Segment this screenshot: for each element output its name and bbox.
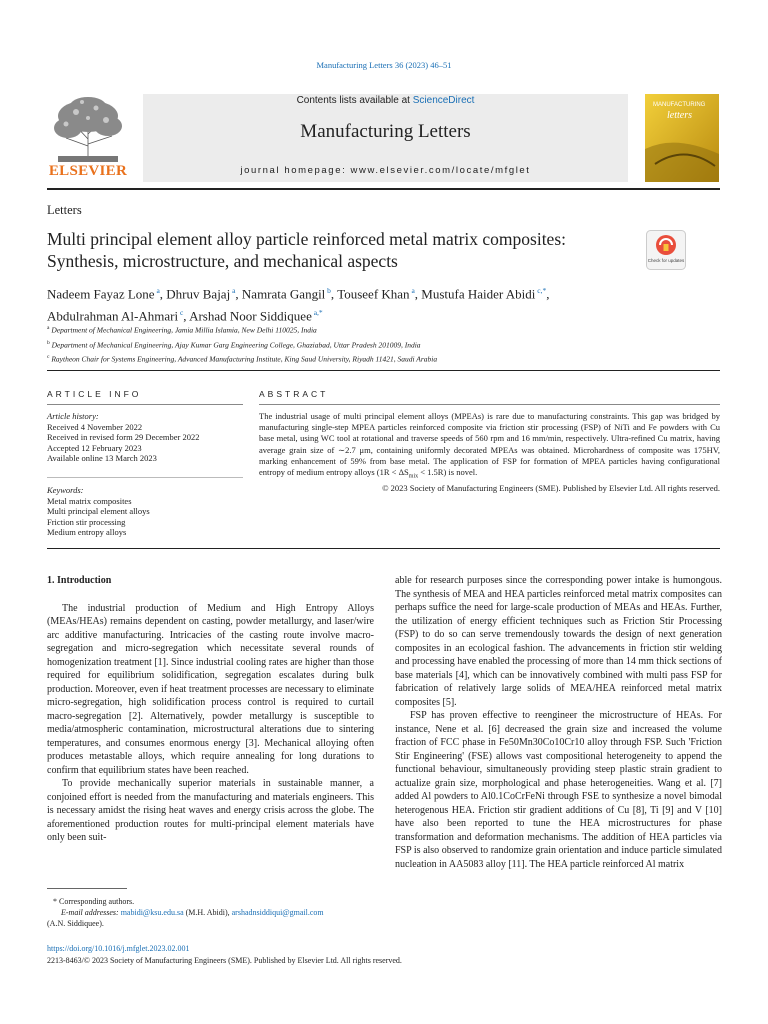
author-affiliation-mark[interactable]: c [178,308,184,318]
author-separator: , [159,286,167,302]
author-list [47,281,687,326]
journal-title: Manufacturing Letters [300,121,471,142]
corresponding-label: * Corresponding authors. [53,897,135,906]
body-column-left [47,574,374,845]
sciencedirect-link[interactable]: ScienceDirect [412,95,475,106]
author-separator: , [235,286,242,302]
author-separator: , [183,308,190,324]
corresponding-footnote [47,896,374,929]
introduction-heading: 1. Introduction [47,575,112,586]
author-name[interactable]: Namrata Gangil [241,286,326,302]
check-for-updates-badge[interactable] [646,230,686,270]
history-entry: Available online 13 March 2023 [47,453,157,463]
keywords-label: Keywords: [47,485,84,495]
abstract-copyright: © 2023 Society of Manufacturing Engineers (SME). Published by Elsevier Ltd. All rights reserved. [382,482,720,493]
abstract-body [259,411,720,494]
author-affiliation-mark[interactable]: a [409,286,415,295]
abstract-heading: ABSTRACT [259,389,329,399]
author-name[interactable]: Dhruv Bajaj [166,286,231,302]
abstract-text: The industrial usage of multi principal element alloys (MPEAs) is rare due to manufacturing constraints. This gap was bridged by manufacturing single-step MPEA particles reinforced composite via friction stir processing (FSP) of NiTi and Fe powders with Cu base metal, using WC tool at rotational and traverse speeds of 560 rpm and 16 mm/min, respectively. Ultra-refined Cu matrix, having average grain size of ∼2.7 μm, containing uniformly decorated MPEAs was obtained. Microhardness of composite was 175HV, marking enhancement of 59% from base metal. The application of FSP for formation of MPEA particles having configurational entropy of medium entropy alloys $(1R < \Delta S_{mix} < 1.5R)$ is novel. [259,411,720,480]
author-separator: , [330,286,338,302]
contents-prefix: Contents lists available at [296,95,413,106]
author-affiliation-mark[interactable]: a [230,286,236,295]
author-name[interactable]: Arshad Noor Siddiquee [189,308,312,324]
abstract-bottom-rule [47,548,720,549]
intro-paragraph-3: able for research purposes since the corresponding power intake is humongous. The synthesis of MEA and HEA particles reinforced metal matrix composites can perhaps suffice the need for large-scale production of MEAs and HEAs. Further, the utilization of energy efficient techniques such as Friction Stir Processing (FSP) to do so can serve tremendously towards the design of next generation composites in an ecological fashion. The advancements in friction stir welding and processing have enabled the processing of more than 14 mm thick sections of base materials [4], which can be innovatively combined with multi pass FSP for fabrication of relatively large solids of MEA/HEA reinforced metal matrix composites [5]. [395,575,722,708]
intro-paragraph-1: The industrial production of Medium and High Entropy Alloys (MEAs/HEAs) remains dependent on casting, powder metallurgy, and laser/wire arc additive manufacturing. Intricacies of the casting route involve macro-segregation and micro-segregation which necessitate several rounds of homogenization treatment [1]. Since industrial cooling rates are higher than those required for equilibrium solidification, segregation escalates during bulk production. Moreover, even if heat treatment processes are necessary to eliminate micro-segregation, high solidification process control is required to curtail macro-segregation [2]. Alternatively, powder metallurgy is susceptible to media/atmospheric contamination, microstructural alterations due to sintering temperatures, and consumes enormous energy [3]. Mechanical alloying often produces metastable alloys, which require annealing for long durations to confirm that equilibrium states have been reached. [47,602,374,776]
author-separator: , [414,286,422,302]
author-name[interactable]: Nadeem Fayaz Lone [47,286,155,302]
history-entry: Received 4 November 2022 [47,421,143,432]
author-name[interactable]: Mustufa Haider Abidi [421,286,536,302]
header-rule [47,188,720,190]
affiliation-line: $^a$ Department of Mechanical Engineering, Jamia Millia Islamia, New Delhi 110025, India [47,325,317,335]
keywords-block [47,485,243,538]
author-affiliation-mark[interactable]: a,* [311,308,323,318]
email-name-siddiquee: (A.N. Siddiquee). [47,919,104,928]
cover-title: MANUFACTURING [653,102,706,108]
contents-line [143,95,628,106]
cover-subtitle: letters [667,110,692,121]
email-label: E-mail addresses: [61,908,121,917]
keyword-item: Metal matrix composites [47,495,132,506]
article-info-rule [47,404,243,405]
issn-copyright: 2213-8463/© 2023 Society of Manufacturing Engineers (SME). Published by Elsevier Ltd. All rights reserved. [47,956,402,965]
journal-cover-image[interactable] [645,94,719,182]
keyword-item: Multi principal element alloys [47,506,150,516]
title-rule [47,370,720,371]
footnote-rule [47,888,127,889]
author-name[interactable]: Touseef Khan [337,286,410,302]
email-name-abidi: (M.H. Abidi), [183,908,232,917]
updates-badge-label: Check for updates [647,258,685,263]
journal-citation[interactable]: Manufacturing Letters 36 (2023) 46–51 [316,60,452,70]
history-entry: Received in revised form 29 December 2022 [47,432,200,442]
doi-link[interactable]: https://doi.org/10.1016/j.mfglet.2023.02.001 [47,944,190,953]
author-affiliation-mark[interactable]: c,* [535,286,547,295]
keyword-item: Medium entropy alloys [47,527,127,537]
email-link-siddiquee[interactable]: arshadnsiddiqui@gmail.com [231,908,324,917]
intro-paragraph-4: FSP has proven effective to reengineer the microstructure of HEAs. For instance, Nene et al. [6] decreased the grain size and increased the volume fraction of FCC phase in Fe50Mn30Co10Cr10 alloy through FSP. Such 'Friction Stir Engineering' (FSE) allows vast compositional heterogeneity to append the functional behaviour, simultaneously providing steep plastic strain gradient to actualize grain size, morphological and phase heterogeneities. Wang et al. [7] added Al powders to Al0.1CoCrFeNi through FSE to synthesize a novel bimodal heterogenous HEA. Friction stir gradient additions of Cu [8], Ti [9] and V [10] have also been reported to tune the HEA microstructures for phase transformation and deformation mechanisms. The addition of HEA particles via FSP is also observed to randomize grain orientation and induce particle simulated nucleation in AA5083 alloy [11]. The HEA particle reinforced Al matrix [395,710,722,870]
article-info-heading: ARTICLE INFO [47,389,142,399]
author-name[interactable]: Abdulrahman Al-Ahmari [47,308,179,324]
email-link-abidi[interactable]: mabidi@ksu.edu.sa [120,908,184,917]
author-affiliation-mark[interactable]: b [325,286,331,295]
affiliation-line: $^c$ Raytheon Chair for Systems Engineering, Advanced Manufacturing Institute, King Saud University, Riyadh 11421, Saudi Arabia [47,354,438,364]
history-label: Article history: [47,411,99,421]
body-column-right [395,574,722,871]
paper-title: Multi principal element alloy particle reinforced metal matrix composites: Synthesis, microstructure, and mechanical aspects [47,229,566,271]
keywords-rule [47,477,243,478]
keyword-item: Friction stir processing [47,516,126,527]
journal-homepage[interactable]: journal homepage: www.elsevier.com/locate/mfglet [240,165,531,176]
author-separator: , [546,286,550,302]
intro-paragraph-2: To provide mechanically superior materials in sustainable manner, a conjoined effort is needed from the manufacturing and materials engineers. This is necessary amidst the rising heat waves and energy crisis across the globe. The aforementioned production routes for multi-principal element materials have only been suit- [47,778,374,843]
history-entry: Accepted 12 February 2023 [47,442,142,453]
author-affiliation-mark[interactable]: a [154,286,160,295]
affiliations [47,322,720,366]
section-type: Letters [47,203,82,217]
abstract-rule [259,404,720,405]
affiliation-line: $^b$ Department of Mechanical Engineering, Ajay Kumar Garg Engineering College, Ghaziabad, Uttar Pradesh 201009, India [47,339,421,349]
article-history [47,411,243,464]
elsevier-wordmark[interactable]: ELSEVIER [48,163,128,179]
